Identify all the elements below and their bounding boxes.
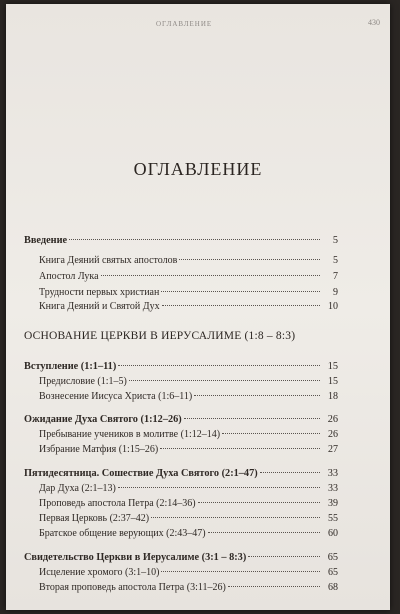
toc-entry-text: Книга Деяний святых апостолов [39,255,178,266]
toc-entry-text: Вторая проповедь апостола Петра (3:11–26) [39,582,226,593]
toc-entry-page: 65 [328,567,338,578]
toc-entry-text: Апостол Лука [39,271,99,282]
toc-entry-page: 33 [328,483,338,494]
book-page [6,4,390,610]
toc-entry-text: Введение [24,235,68,246]
toc-entry [39,512,338,526]
toc-entry [39,482,338,496]
toc-entry-text: Ожидание Духа Святого (1:12–26) [24,414,182,425]
toc-entry-page: 15 [327,361,338,372]
leader-dots [194,395,320,396]
toc-entry-text: Первая Церковь (2:37–42) [39,513,150,524]
toc-entry-page: 27 [328,444,338,455]
toc-entry-page: 26 [327,414,338,425]
toc-entry-introduction [24,234,338,248]
toc-entry [39,375,338,389]
leader-dots [179,259,320,260]
toc-entry-page: 9 [333,287,338,298]
toc-entry-section [24,551,338,565]
toc-entry [39,443,338,457]
toc-entry [39,286,338,300]
toc-entry-text: Братское общение верующих (2:43–47) [39,528,206,539]
toc-entry-page: 18 [328,391,338,402]
toc-entry-text: Исцеление хромого (3:1–10) [39,567,160,578]
toc-entry-text: Избрание Матфия (1:15–26) [39,444,159,455]
part-heading: ОСНОВАНИЕ ЦЕРКВИ В ИЕРУСАЛИМЕ (1:8 – 8:3) [24,330,296,342]
toc-entry-text: Предисловие (1:1–5) [39,376,127,387]
leader-dots [129,380,320,381]
leader-dots [118,487,320,488]
leader-dots [101,275,320,276]
toc-entry [39,270,338,284]
toc-entry-page: 7 [333,271,338,282]
toc-entry-page: 68 [328,582,338,593]
leader-dots [160,448,320,449]
leader-dots [198,502,320,503]
toc-entry [39,254,338,268]
leader-dots [161,291,320,292]
toc-entry-text: Книга Деяний и Святой Дух [39,301,160,312]
toc-entry [39,497,338,511]
toc-entry-page: 10 [328,301,338,312]
toc-entry-page: 15 [328,376,338,387]
leader-dots [208,532,320,533]
toc-entry [39,566,338,580]
toc-entry-section [24,467,338,481]
leader-dots [184,418,320,419]
toc-entry-text: Вознесение Иисуса Христа (1:6–11) [39,391,193,402]
toc-entry-text: Дар Духа (2:1–13) [39,483,116,494]
toc-entry [39,300,338,314]
toc-entry-text: Свидетельство Церкви в Иерусалиме (3:1 – 8:3) [24,552,247,563]
toc-entry-page: 33 [327,468,338,479]
leader-dots [161,571,320,572]
toc-entry-page: 5 [332,235,338,246]
toc-entry-section [24,360,338,374]
page-number: 430 [368,18,380,27]
leader-dots [248,556,320,557]
toc-entry-text: Пятидесятница. Сошествие Духа Святого (2:1–47) [24,468,258,479]
toc-entry-page: 55 [328,513,338,524]
toc-entry-text: Проповедь апостола Петра (2:14–36) [39,498,196,509]
toc-entry [39,390,338,404]
toc-entry-page: 26 [328,429,338,440]
toc-entry-section [24,413,338,427]
toc-entry-text: Трудности первых христиан [39,287,160,298]
toc-entry-page: 5 [333,255,338,266]
toc-entry-page: 39 [328,498,338,509]
leader-dots [118,365,320,366]
leader-dots [222,433,320,434]
leader-dots [162,305,320,306]
leader-dots [69,239,320,240]
toc-entry [39,428,338,442]
toc-entry-page: 65 [327,552,338,563]
toc-entry [39,581,338,595]
leader-dots [151,517,320,518]
running-head: ОГЛАВЛЕНИЕ [156,20,213,28]
leader-dots [228,586,320,587]
page-title: ОГЛАВЛЕНИЕ [133,159,263,179]
toc-entry-page: 60 [328,528,338,539]
toc-entry-text: Вступление (1:1–11) [24,361,117,372]
toc-entry-text: Пребывание учеников в молитве (1:12–14) [39,429,221,440]
toc-entry [39,527,338,541]
leader-dots [260,472,320,473]
